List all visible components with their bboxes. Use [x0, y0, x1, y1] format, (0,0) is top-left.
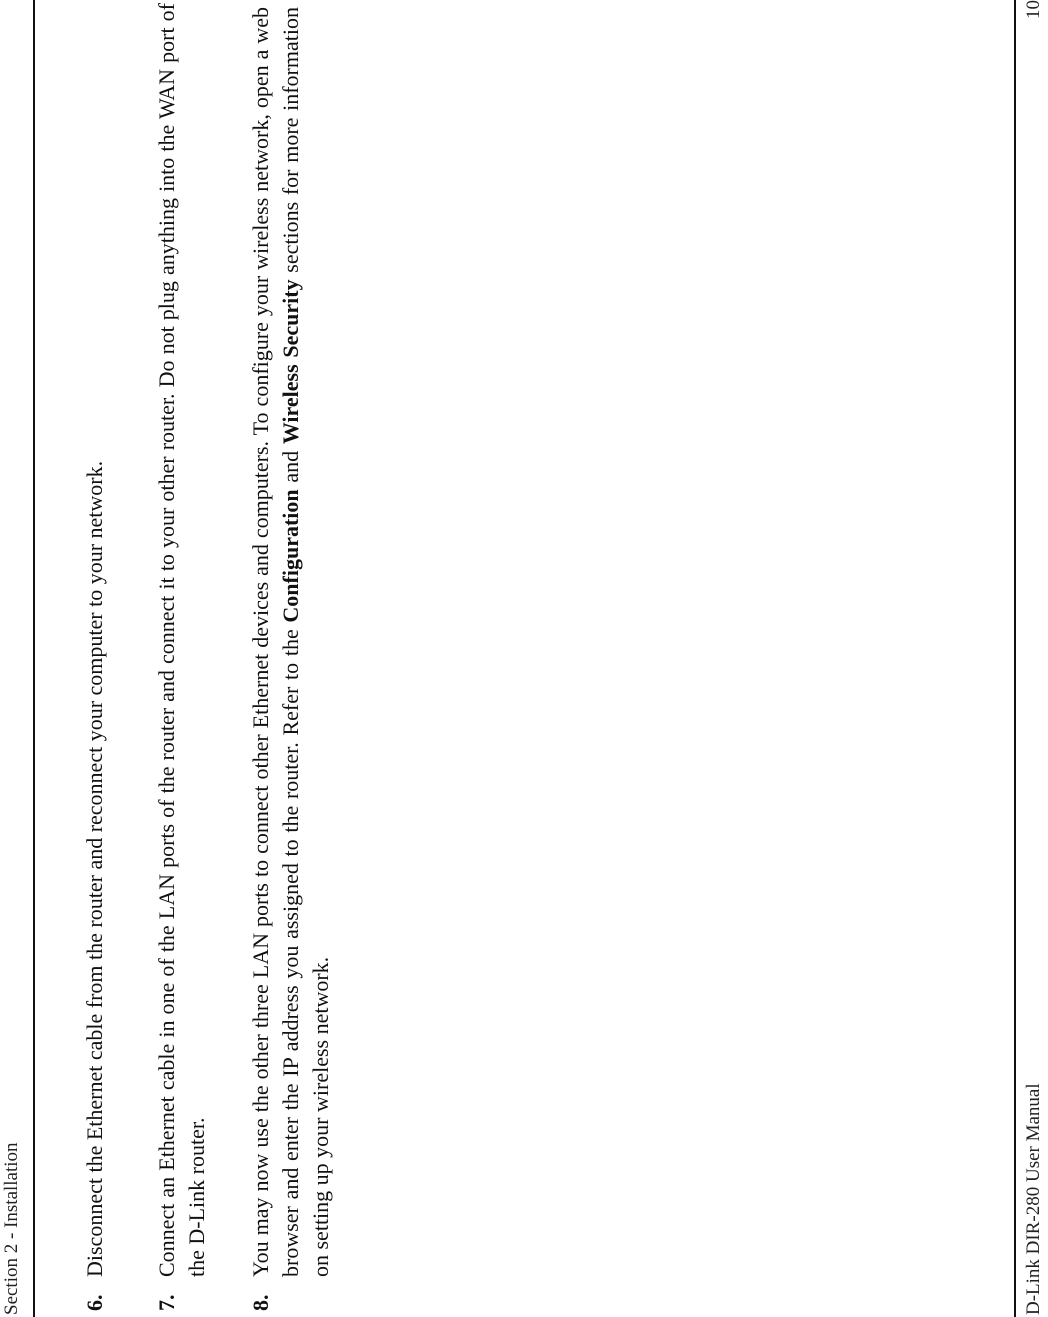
wireless-security-reference: Wireless Security — [278, 279, 303, 445]
step-number: 8. — [248, 1294, 273, 1311]
step-text-part: and — [278, 444, 303, 490]
step-text — [246, 7, 336, 1277]
step-number: 6. — [82, 1294, 107, 1311]
step-6 — [80, 3, 110, 1311]
page-number: 10 — [1023, 0, 1044, 19]
header-rule — [33, 0, 35, 1317]
step-text: Connect an Ethernet cable in one of the LAN ports of the router and connect it to your other router. Do not plug anything into the WAN port of the D-Link router. — [154, 3, 209, 1277]
manual-title: D-Link DIR-280 User Manual — [1023, 1083, 1044, 1315]
footer-rule — [1014, 0, 1016, 1317]
step-7 — [152, 3, 212, 1311]
step-text-part: You may now use the other three LAN ports to connect other Ethernet devices and computers. To configure your wireless network, open a web browser and enter the IP address you assigned to the router. Refer to the — [248, 7, 303, 1277]
configuration-reference: Configuration — [278, 489, 303, 623]
step-text: Disconnect the Ethernet cable from the router and reconnect your computer to your network. — [82, 460, 107, 1277]
section-header: Section 2 - Installation — [1, 1142, 22, 1315]
step-number: 7. — [154, 1294, 179, 1311]
step-8 — [246, 3, 336, 1311]
step-text-part: sections for more information on setting up your wireless network. — [278, 7, 333, 1277]
